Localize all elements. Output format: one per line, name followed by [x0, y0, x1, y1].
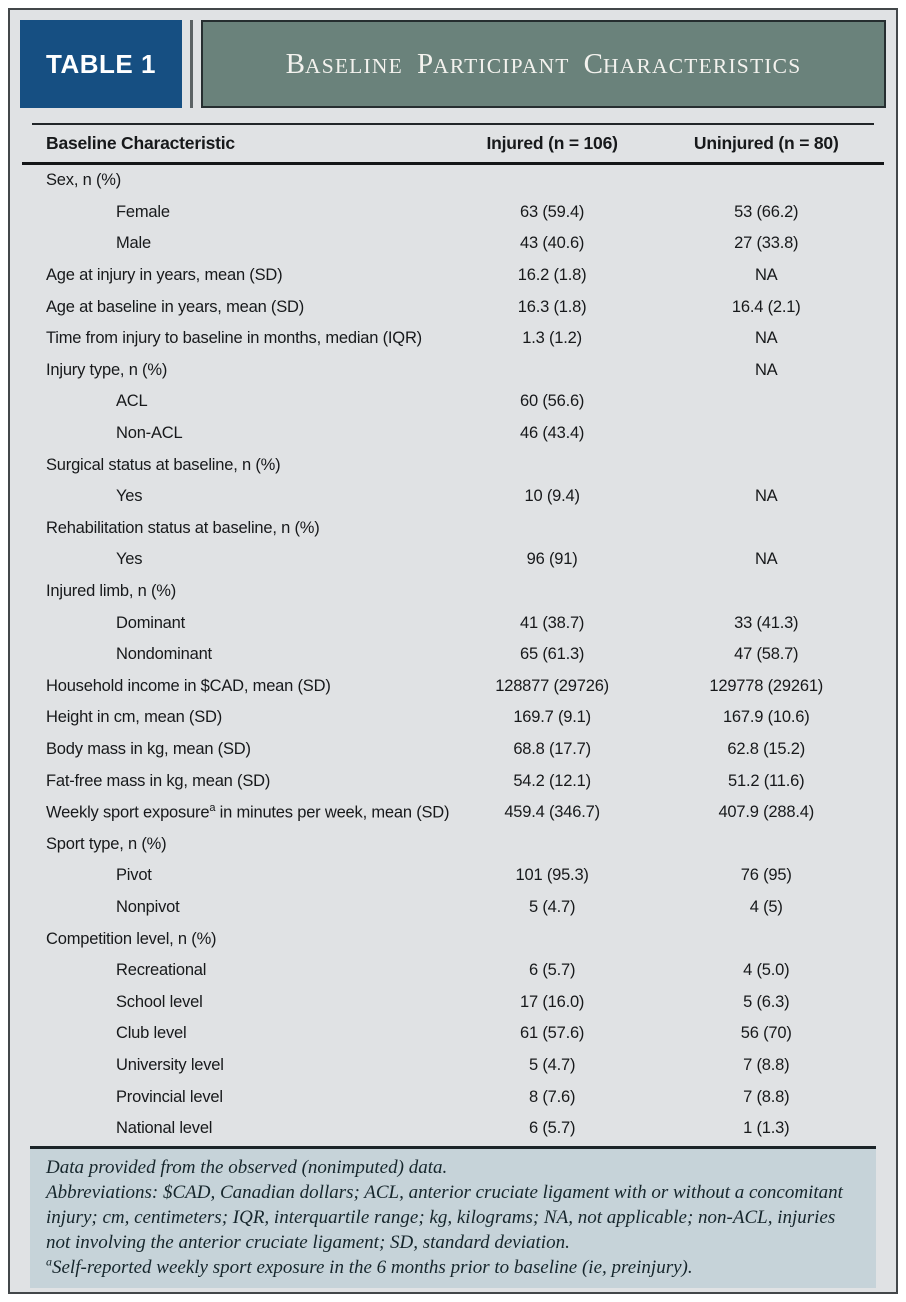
- table-row: [22, 197, 884, 229]
- row-label: Female: [116, 202, 170, 221]
- cell-uninjured: NA: [754, 329, 778, 348]
- row-label: Time from injury to baseline in months, median (IQR): [46, 329, 422, 348]
- table-row: [22, 1081, 884, 1113]
- footnotes: [30, 1146, 876, 1288]
- row-label: Fat-free mass in kg, mean (SD): [46, 771, 271, 790]
- table-header-row: [22, 125, 884, 165]
- table-row: [22, 165, 884, 197]
- cell-uninjured: NA: [754, 550, 778, 569]
- row-label: Competition level, n (%): [46, 929, 217, 948]
- cell-injured: 61 (57.6): [519, 1024, 585, 1043]
- table-row: [22, 986, 884, 1018]
- cell-injured: 65 (61.3): [519, 645, 585, 664]
- table-number-badge: [20, 20, 182, 108]
- row-label: Age at injury in years, mean (SD): [46, 266, 283, 285]
- table-row: [22, 671, 884, 703]
- cell-injured: 96 (91): [526, 550, 578, 569]
- row-label: Pivot: [116, 866, 152, 885]
- row-label: Male: [116, 234, 151, 253]
- cell-injured: 6 (5.7): [528, 1119, 576, 1138]
- cell-uninjured: 62.8 (15.2): [727, 739, 806, 758]
- cell-uninjured: NA: [754, 360, 778, 379]
- table-row: [22, 607, 884, 639]
- table-row: [22, 449, 884, 481]
- cell-injured: 8 (7.6): [528, 1087, 576, 1106]
- cell-injured: 54.2 (12.1): [513, 771, 591, 790]
- cell-injured: 101 (95.3): [515, 866, 589, 885]
- table-row: [22, 639, 884, 671]
- row-label: Non-ACL: [116, 424, 183, 443]
- cell-uninjured: 27 (33.8): [734, 234, 799, 253]
- table-row: [22, 828, 884, 860]
- row-label: Provincial level: [116, 1087, 223, 1106]
- cell-injured: 128877 (29726): [495, 676, 609, 695]
- cell-uninjured: 56 (70): [740, 1024, 792, 1043]
- row-label: Body mass in kg, mean (SD): [46, 739, 251, 758]
- col-header-injured: Injured (n = 106): [486, 133, 618, 153]
- cell-uninjured: 5 (6.3): [743, 992, 790, 1011]
- col-header-characteristic: Baseline Characteristic: [46, 133, 235, 153]
- row-label: Recreational: [116, 961, 207, 980]
- table-row: [22, 765, 884, 797]
- table-row: [22, 323, 884, 355]
- cell-injured: 63 (59.4): [519, 202, 585, 221]
- cell-injured: 41 (38.7): [519, 613, 585, 632]
- footnote-line: Data provided from the observed (nonimputed) data.: [46, 1157, 448, 1179]
- row-label: Weekly sport exposure$^a$ in minutes per week, mean (SD): [46, 802, 450, 822]
- header-band: [20, 20, 886, 108]
- table-row: [22, 544, 884, 576]
- cell-injured: 459.4 (346.7): [504, 803, 600, 822]
- cell-injured: 169.7 (9.1): [513, 708, 591, 727]
- col-header-uninjured: Uninjured (n = 80): [693, 133, 839, 153]
- table-row: [22, 892, 884, 924]
- row-label: Height in cm, mean (SD): [46, 708, 223, 727]
- row-label: Injury type, n (%): [46, 360, 168, 379]
- header-divider: [190, 20, 193, 108]
- cell-uninjured: 167.9 (10.6): [722, 708, 810, 727]
- cell-uninjured: 76 (95): [740, 866, 792, 885]
- row-label: Sport type, n (%): [46, 834, 167, 853]
- table-row: [22, 481, 884, 513]
- row-label: Surgical status at baseline, n (%): [46, 455, 281, 474]
- table-row: [22, 418, 884, 450]
- footnote-marker: a: [46, 1255, 52, 1270]
- cell-uninjured: 407.9 (288.4): [718, 803, 815, 822]
- cell-uninjured: 129778 (29261): [709, 676, 824, 695]
- table-row: [22, 955, 884, 987]
- table-title-bar: [201, 20, 886, 108]
- cell-uninjured: NA: [754, 487, 778, 506]
- row-label: Rehabilitation status at baseline, n (%): [46, 518, 320, 537]
- table-row: [22, 923, 884, 955]
- cell-uninjured: NA: [754, 266, 778, 285]
- row-label: Household income in $CAD, mean (SD): [46, 676, 331, 695]
- table-number-label: TABLE 1: [46, 48, 156, 79]
- cell-injured: 16.2 (1.8): [517, 266, 587, 285]
- row-label: Yes: [116, 550, 143, 569]
- table-row: [22, 355, 884, 387]
- table-row: [22, 860, 884, 892]
- cell-uninjured: 4 (5.0): [743, 961, 790, 980]
- cell-uninjured: 47 (58.7): [734, 645, 799, 664]
- table-row: [22, 291, 884, 323]
- row-label: Nondominant: [116, 645, 212, 664]
- cell-injured: 68.8 (17.7): [513, 739, 591, 758]
- table-row: [22, 260, 884, 292]
- cell-uninjured: 51.2 (11.6): [728, 771, 805, 790]
- row-label: University level: [116, 1055, 224, 1074]
- footnote-marker: a: [209, 802, 216, 815]
- table-row: [22, 797, 884, 829]
- cell-uninjured: 7 (8.8): [743, 1055, 790, 1074]
- row-label: Nonpivot: [116, 897, 180, 916]
- cell-uninjured: 33 (41.3): [734, 613, 799, 632]
- table-body: [22, 165, 884, 1144]
- table-row: [22, 513, 884, 545]
- cell-uninjured: 16.4 (2.1): [731, 297, 801, 316]
- row-label: National level: [116, 1119, 213, 1138]
- row-label: Sex, n (%): [46, 171, 122, 190]
- cell-injured: 46 (43.4): [519, 424, 585, 443]
- table-card: [8, 8, 898, 1294]
- table-row: [22, 734, 884, 766]
- cell-injured: 6 (5.7): [528, 961, 576, 980]
- table-row: [22, 1113, 884, 1145]
- table-row: [22, 386, 884, 418]
- cell-injured: 1.3 (1.2): [522, 329, 582, 348]
- cell-injured: 5 (4.7): [528, 1055, 576, 1074]
- cell-uninjured: 53 (66.2): [734, 202, 799, 221]
- table-row: [22, 702, 884, 734]
- footnote-line: $^a$Self-reported weekly sport exposure in the 6 months prior to baseline (ie, preinjury).: [46, 1255, 693, 1279]
- cell-injured: 16.3 (1.8): [517, 297, 587, 316]
- table-title: BASELINE PARTICIPANT CHARACTERISTICS: [285, 47, 802, 80]
- row-label: Injured limb, n (%): [46, 582, 177, 601]
- row-label: School level: [116, 992, 203, 1011]
- row-label: Age at baseline in years, mean (SD): [46, 297, 305, 316]
- cell-injured: 43 (40.6): [519, 234, 585, 253]
- cell-uninjured: 7 (8.8): [743, 1087, 790, 1106]
- row-label: Yes: [116, 487, 143, 506]
- table-row: [22, 228, 884, 260]
- cell-uninjured: 1 (1.3): [743, 1119, 790, 1138]
- table-row: [22, 576, 884, 608]
- cell-injured: 17 (16.0): [519, 992, 585, 1011]
- cell-injured: 10 (9.4): [524, 487, 580, 506]
- row-label: ACL: [116, 392, 148, 411]
- cell-injured: 60 (56.6): [519, 392, 585, 411]
- table-row: [22, 1050, 884, 1082]
- table-row: [22, 1018, 884, 1050]
- row-label: Dominant: [116, 613, 186, 632]
- cell-injured: 5 (4.7): [528, 897, 576, 916]
- cell-uninjured: 4 (5): [749, 897, 783, 916]
- footnote-line: Abbreviations: $CAD, Canadian dollars; ACL, anterior cruciate ligament with or without a concomitant injury; cm, centimeters; IQR, interquartile range; kg, kilograms; NA, not applicable; non-ACL, injuries not involving the anterior cruciate ligament; SD, standard deviation.: [46, 1182, 843, 1254]
- row-label: Club level: [116, 1024, 187, 1043]
